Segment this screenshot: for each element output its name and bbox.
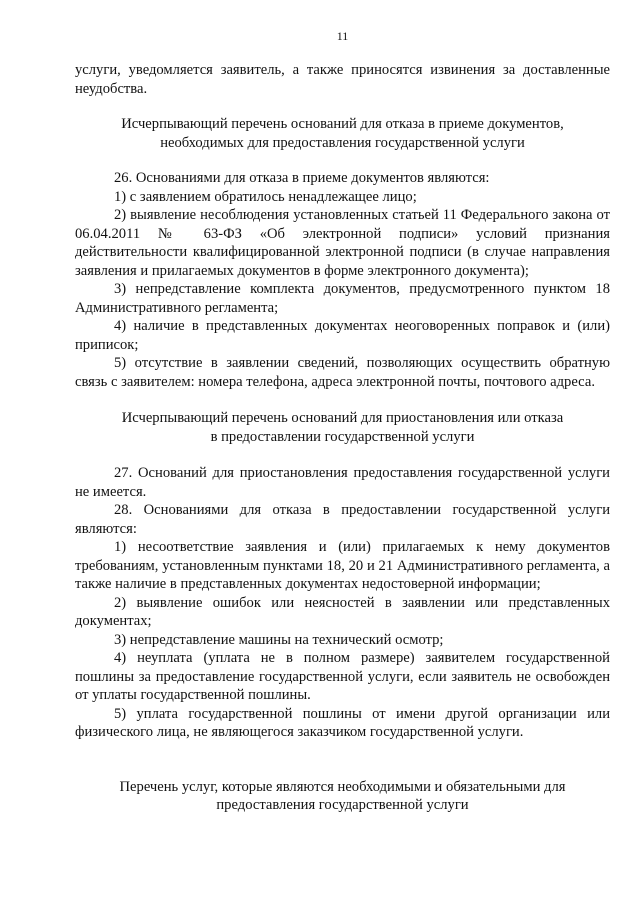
section1-heading	[75, 115, 610, 152]
heading-line: Исчерпывающий перечень оснований для отказа в приеме документов,	[121, 116, 564, 132]
list-item: 2) выявление несоблюдения установленных статьей 11 Федерального закона от 06.04.2011 № 63-ФЗ «Об электронной подписи» условий признания действительности квалифицированной электронной подписи (в случае направления заявления и прилагаемых документов в форме электронного документа);	[75, 207, 610, 279]
heading-line: необходимых для предоставления государственной услуги	[160, 134, 525, 151]
paragraph-26: 26. Основаниями для отказа в приеме документов являются:	[114, 170, 490, 186]
heading-line: предоставления государственной услуги	[216, 797, 469, 813]
heading-line: Исчерпывающий перечень оснований для приостановления или отказа	[121, 410, 564, 426]
paragraph-28: 28. Основаниями для отказа в предоставлении государственной услуги являются:	[75, 502, 610, 537]
heading-line: в предоставлении государственной услуги	[210, 428, 475, 445]
intro-paragraph: услуги, уведомляется заявитель, а также приносятся извинения за доставленные неудобства.	[75, 62, 610, 97]
list-item: 4) неуплата (уплата не в полном размере) заявителем государственной пошлины за предоставление государственной услуги, если заявитель не освобожден от уплаты государственной пошлины.	[75, 650, 610, 703]
list-item: 1) несоответствие заявления и (или) прилагаемых к нему документов требованиям, установленным пунктами 18, 20 и 21 Административного регламента, а также наличие в представленных документах недостоверной информации;	[75, 539, 610, 592]
page-number: 11	[336, 29, 349, 43]
list-item: 2) выявление ошибок или неясностей в заявлении или представленных документах;	[75, 594, 610, 629]
list-item: 3) непредставление машины на технический осмотр;	[114, 631, 444, 648]
list-item: 5) отсутствие в заявлении сведений, позволяющих осуществить обратную связь с заявителем: номера телефона, адреса электронной почты, почтового адреса.	[75, 355, 610, 390]
list-item: 1) с заявлением обратилось ненадлежащее лицо;	[114, 188, 417, 205]
section1-body	[75, 169, 610, 391]
section3-heading	[75, 778, 610, 815]
section2-heading	[75, 409, 610, 446]
heading-line: Перечень услуг, которые являются необходимыми и обязательными для	[119, 778, 566, 795]
list-item: 3) непредставление комплекта документов, предусмотренного пунктом 18 Административного регламента;	[75, 281, 610, 316]
paragraph-27: 27. Оснований для приостановления предоставления государственной услуги не имеется.	[75, 465, 610, 500]
list-item: 5) уплата государственной пошлины от имени другой организации или физического лица, не являющегося заказчиком государственной услуги.	[75, 705, 610, 740]
section2-body	[75, 464, 610, 742]
list-item: 4) наличие в представленных документах неоговоренных поправок и (или) приписок;	[75, 318, 610, 353]
